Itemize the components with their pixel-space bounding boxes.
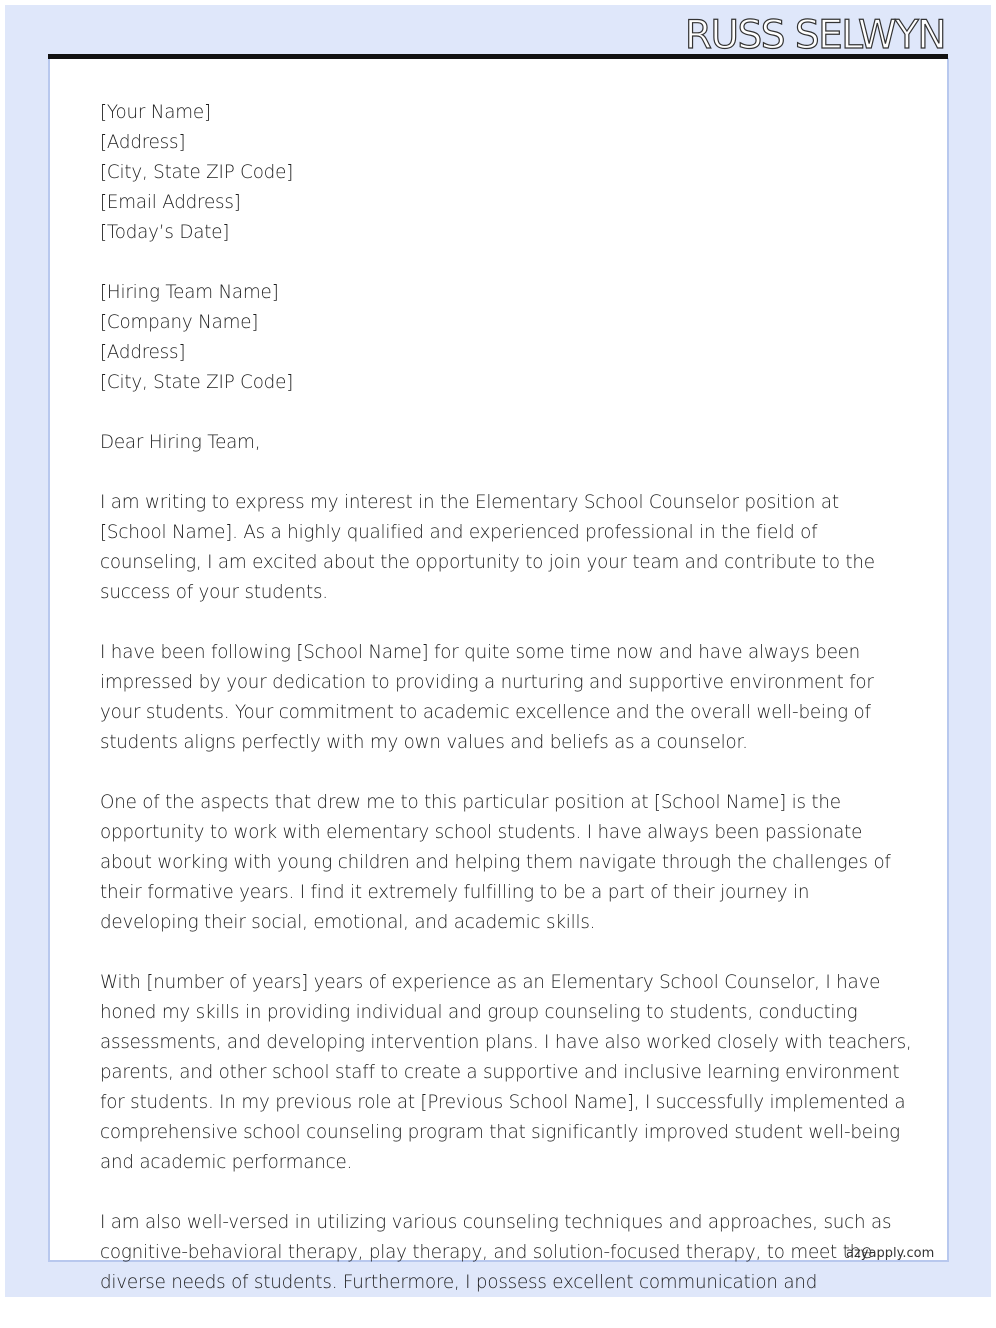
paragraph-line: honed my skills in providing individual and group counseling to students, conducting [100, 1002, 858, 1023]
cover-letter-body [100, 98, 912, 1328]
paragraph-line: diverse needs of students. Furthermore, I possess excellent communication and [100, 1272, 818, 1293]
paragraph-line: I am also well-versed in utilizing various counseling techniques and approaches, such as [100, 1212, 892, 1233]
paragraph-line: cognitive-behavioral therapy, play therapy, and solution-focused therapy, to meet the [100, 1242, 873, 1263]
salutation: Dear Hiring Team, [100, 432, 261, 453]
paragraph-line: With [number of years] years of experience as an Elementary School Counselor, I have [100, 972, 881, 993]
paragraph-line: success of your students. [100, 582, 328, 603]
paragraph-line: developing their social, emotional, and academic skills. [100, 912, 596, 933]
paragraph-line: for students. In my previous role at [Previous School Name], I successfully implemented a [100, 1092, 906, 1113]
paragraph-line: about working with young children and helping them navigate through the challenges of [100, 852, 891, 873]
watermark: azyapply.com [846, 1246, 935, 1261]
body-paragraph-1 [100, 488, 900, 608]
recipient-company: [Company Name] [100, 312, 259, 333]
sender-date: [Today’s Date] [100, 222, 230, 243]
paragraph-line: One of the aspects that drew me to this particular position at [School Name] is the [100, 792, 841, 813]
paragraph-line: I have been following [School Name] for quite some time now and have always been [100, 642, 861, 663]
recipient-team: [Hiring Team Name] [100, 282, 279, 303]
paragraph-line: students aligns perfectly with my own values and beliefs as a counselor. [100, 732, 748, 753]
sender-address: [Address] [100, 132, 186, 153]
candidate-name: RUSS SELWYN [684, 13, 945, 58]
paragraph-line: their formative years. I find it extremely fulfilling to be a part of their journey in [100, 882, 810, 903]
sender-city: [City, State ZIP Code] [100, 162, 294, 183]
recipient-city: [City, State ZIP Code] [100, 372, 294, 393]
body-paragraph-2 [100, 638, 900, 758]
paragraph-line: assessments, and developing intervention plans. I have also worked closely with teachers, [100, 1032, 912, 1053]
paragraph-line: impressed by your dedication to providing a nurturing and supportive environment for [100, 672, 874, 693]
recipient-block [100, 278, 900, 398]
paragraph-line: your students. Your commitment to academic excellence and the overall well-being of [100, 702, 871, 723]
paragraph-line: opportunity to work with elementary school students. I have always been passionate [100, 822, 863, 843]
paragraph-line: [School Name]. As a highly qualified and experienced professional in the field of [100, 522, 818, 543]
paragraph-line: comprehensive school counseling program that significantly improved student well-being [100, 1122, 900, 1143]
paragraph-line: counseling, I am excited about the opportunity to join your team and contribute to the [100, 552, 875, 573]
body-paragraph-3 [100, 788, 900, 938]
sender-email: [Email Address] [100, 192, 241, 213]
body-paragraph-5 [100, 1208, 900, 1298]
sender-block [100, 98, 900, 248]
recipient-address: [Address] [100, 342, 186, 363]
paragraph-line: I am writing to express my interest in the Elementary School Counselor position at [100, 492, 839, 513]
body-paragraph-4 [100, 968, 912, 1178]
paragraph-line: parents, and other school staff to create a supportive and inclusive learning environment [100, 1062, 900, 1083]
paragraph-line: and academic performance. [100, 1152, 353, 1173]
sender-name: [Your Name] [100, 102, 211, 123]
